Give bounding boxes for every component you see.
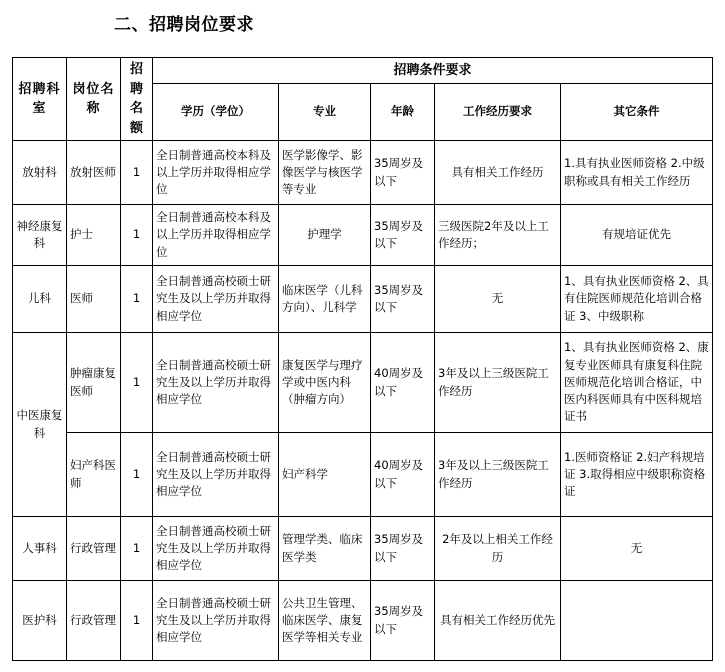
cell-major: 临床医学（儿科方向）、儿科学 [279,266,371,333]
cell-other: 无 [561,517,713,581]
cell-count: 1 [121,517,153,581]
cell-major: 医学影像学、影像医学与核医学等专业 [279,141,371,205]
cell-dept: 放射科 [13,141,67,205]
cell-other: 1、具有执业医师资格 2、具有住院医师规范化培训合格证 3、中级职称 [561,266,713,333]
header-row-top [13,58,713,84]
cell-position: 护士 [67,205,121,266]
cell-major: 公共卫生管理、临床医学、康复医学等相关专业 [279,581,371,661]
header-conditions: 招聘条件要求 [153,58,713,84]
cell-other: 1.具有执业医师资格 2.中级职称或具有相关工作经历 [561,141,713,205]
cell-experience: 3年及以上三级医院工作经历 [435,333,561,433]
table-row [13,433,713,517]
cell-dept: 儿科 [13,266,67,333]
cell-count: 1 [121,141,153,205]
cell-position: 放射医师 [67,141,121,205]
cell-position: 肿瘤康复医师 [67,333,121,433]
table-row [13,517,713,581]
cell-education: 全日制普通高校本科及以上学历并取得相应学位 [153,141,279,205]
cell-age: 35周岁及以下 [371,266,435,333]
table-row [13,581,713,661]
cell-count: 1 [121,266,153,333]
page-title: 二、招聘岗位要求 [114,15,254,35]
table-row [13,266,713,333]
header-count: 招聘名额 [121,58,153,141]
cell-dept: 医护科 [13,581,67,661]
cell-age: 35周岁及以下 [371,517,435,581]
header-position: 岗位名称 [67,58,121,141]
cell-dept: 人事科 [13,517,67,581]
header-education: 学历（学位） [153,84,279,141]
header-dept: 招聘科室 [13,58,67,141]
cell-education: 全日制普通高校本科及以上学历并取得相应学位 [153,205,279,266]
cell-position: 行政管理 [67,581,121,661]
cell-age: 40周岁及以下 [371,333,435,433]
cell-age: 35周岁及以下 [371,141,435,205]
cell-other: 1、具有执业医师资格 2、康复专业医师具有康复科住院医师规范化培训合格证，中医内科医师具有中医科规培证书 [561,333,713,433]
table-row [13,205,713,266]
cell-major: 管理学类、临床医学类 [279,517,371,581]
cell-count: 1 [121,433,153,517]
cell-education: 全日制普通高校硕士研究生及以上学历并取得相应学位 [153,581,279,661]
cell-experience: 具有相关工作经历 [435,141,561,205]
cell-experience: 具有相关工作经历优先 [435,581,561,661]
header-other: 其它条件 [561,84,713,141]
cell-position: 医师 [67,266,121,333]
cell-experience: 3年及以上三级医院工作经历 [435,433,561,517]
recruitment-table [12,57,713,661]
cell-age: 40周岁及以下 [371,433,435,517]
cell-other [561,581,713,661]
cell-position: 行政管理 [67,517,121,581]
cell-age: 35周岁及以下 [371,205,435,266]
cell-experience: 2年及以上相关工作经历 [435,517,561,581]
header-experience: 工作经历要求 [435,84,561,141]
cell-count: 1 [121,205,153,266]
cell-major: 妇产科学 [279,433,371,517]
cell-position: 妇产科医师 [67,433,121,517]
cell-major: 康复医学与理疗学或中医内科（肿瘤方向） [279,333,371,433]
table-row [13,141,713,205]
cell-other: 1.医师资格证 2.妇产科规培证 3.取得相应中级职称资格证 [561,433,713,517]
cell-major: 护理学 [279,205,371,266]
header-age: 年龄 [371,84,435,141]
cell-education: 全日制普通高校硕士研究生及以上学历并取得相应学位 [153,517,279,581]
cell-education: 全日制普通高校硕士研究生及以上学历并取得相应学位 [153,266,279,333]
cell-count: 1 [121,333,153,433]
cell-education: 全日制普通高校硕士研究生及以上学历并取得相应学位 [153,433,279,517]
table-row [13,333,713,433]
cell-count: 1 [121,581,153,661]
cell-age: 35周岁及以下 [371,581,435,661]
cell-dept: 中医康复科 [13,333,67,517]
header-major: 专业 [279,84,371,141]
cell-experience: 无 [435,266,561,333]
cell-experience: 三级医院2年及以上工作经历； [435,205,561,266]
cell-education: 全日制普通高校硕士研究生及以上学历并取得相应学位 [153,333,279,433]
cell-other: 有规培证优先 [561,205,713,266]
cell-dept: 神经康复科 [13,205,67,266]
